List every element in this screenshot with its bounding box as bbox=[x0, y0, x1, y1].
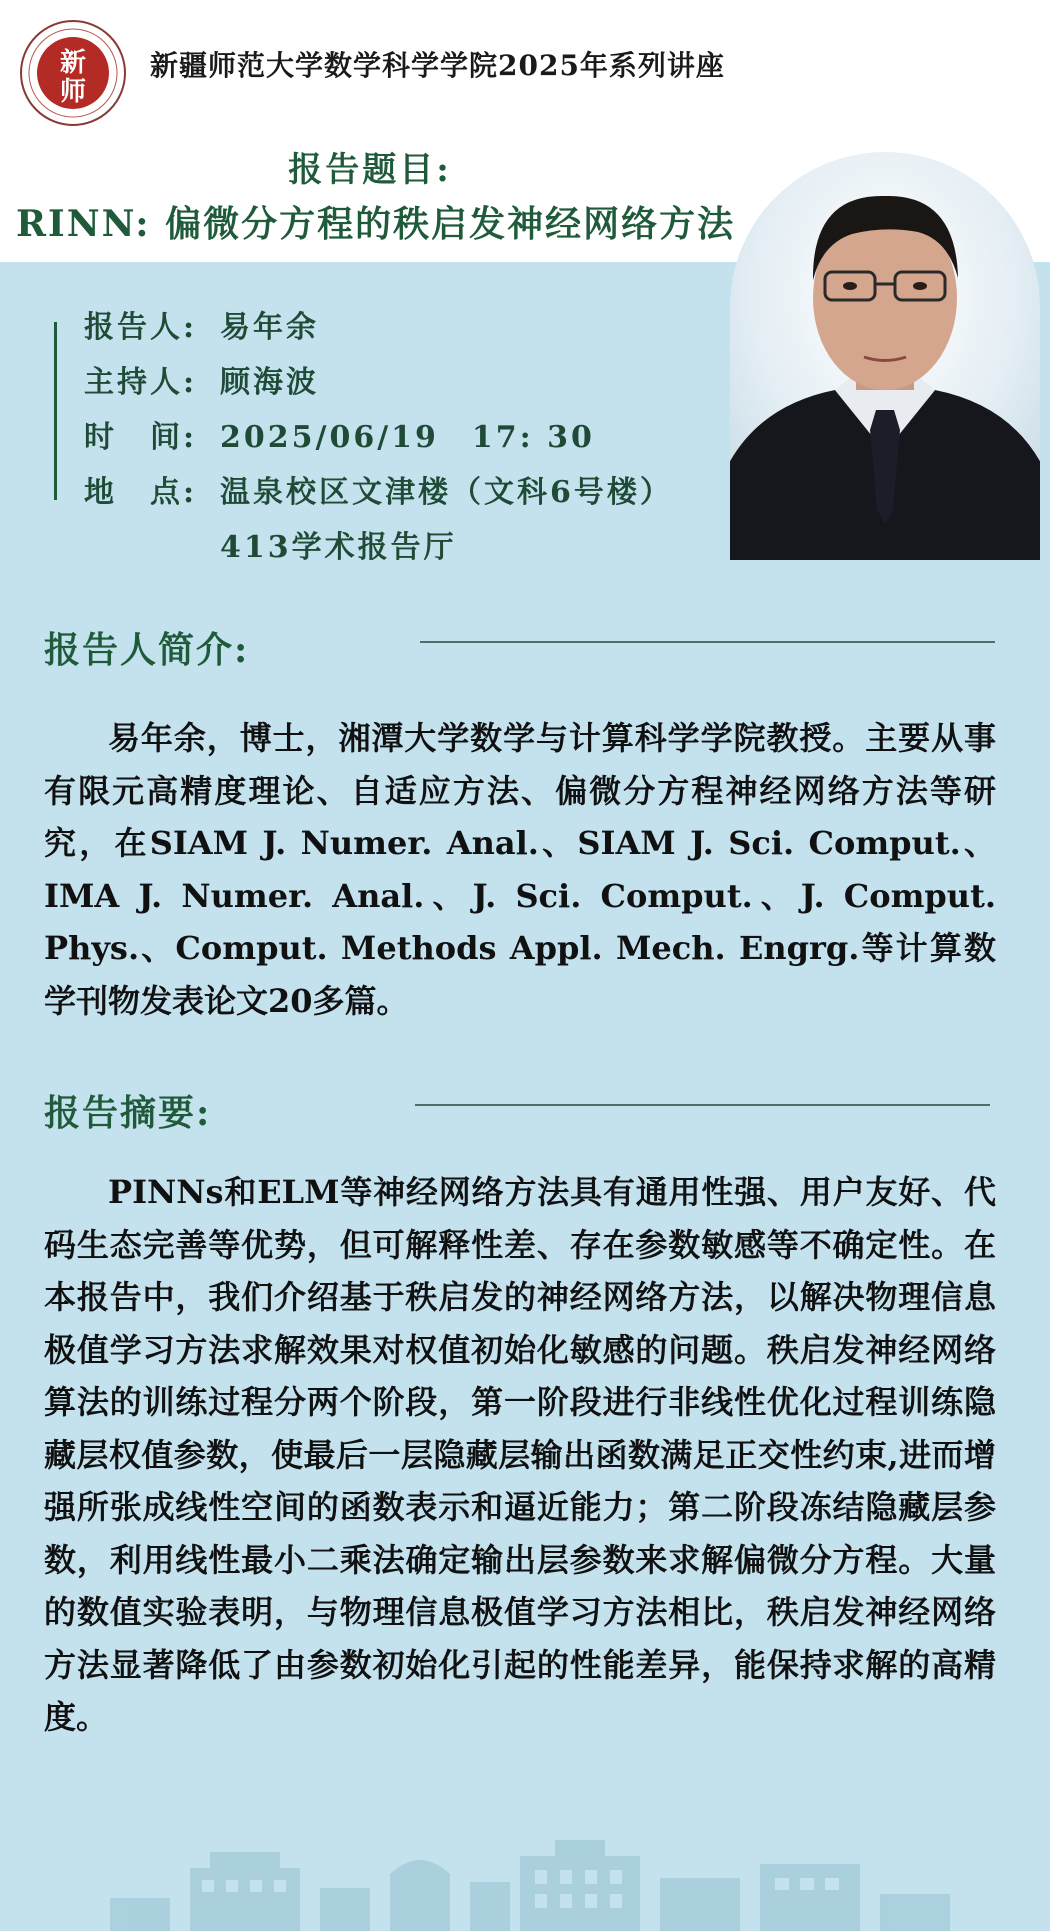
location-value: 温泉校区文津楼（文科6号楼） bbox=[220, 475, 673, 510]
time-value: 2025/06/19 17: 30 bbox=[220, 420, 595, 455]
speaker-row bbox=[84, 302, 319, 346]
host-row bbox=[84, 357, 319, 401]
bio-heading: 报告人简介: bbox=[44, 629, 250, 671]
bio-heading-rule bbox=[420, 641, 995, 643]
speaker-name: 易年余 bbox=[220, 310, 319, 345]
university-logo-icon bbox=[18, 18, 128, 128]
abstract-text: PINNs和ELM等神经网络方法具有通用性强、用户友好、代码生态完善等优势，但可解释性差、存在参数敏感等不确定性。在本报告中，我们介绍基于秩启发的神经网络方法，以解决物理信息极值学习方法求解效果对权值初始化敏感的问题。秩启发神经网络算法的训练过程分两个阶段，第一阶段进行非线性优化过程训练隐藏层权值参数，使最后一层隐藏层输出函数满足正交性约束,进而增强所张成线性空间的函数表示和逼近能力；第二阶段冻结隐藏层参数，利用线性最小二乘法确定输出层参数来求解偏微分方程。大量的数值实验表明，与物理信息极值学习方法相比，秩启发神经网络方法显著降低了由参数初始化引起的性能差异，能保持求解的高精度。 bbox=[44, 1173, 996, 1736]
location-row bbox=[84, 467, 673, 511]
abstract-heading-rule bbox=[415, 1104, 990, 1106]
bio-text: 易年余，博士，湘潭大学数学与计算科学学院教授。主要从事有限元高精度理论、自适应方法、偏微分方程神经网络方法等研究，在SIAM J. Numer. Anal.、SIAM J. Sci. Comput.、IMA J. Numer. Anal.、J. Sci. Comput.、J. Comput. Phys.、Comput. Methods Appl. Mech. Engrg.等计算数学刊物发表论文20多篇。 bbox=[44, 719, 996, 1020]
location-room: 413学术报告厅 bbox=[220, 530, 457, 565]
campus-buildings-watermark bbox=[90, 1838, 970, 1931]
host-name: 顾海波 bbox=[220, 365, 319, 400]
info-accent-bar bbox=[54, 322, 57, 500]
abstract-paragraph bbox=[44, 1166, 996, 1744]
abstract-heading: 报告摘要: bbox=[44, 1092, 212, 1134]
svg-text:师: 师 bbox=[59, 77, 87, 107]
speaker-photo bbox=[730, 152, 1040, 560]
topic-title: RINN: 偏微分方程的秩启发神经网络方法 bbox=[16, 203, 736, 245]
topic-label: 报告题目: bbox=[288, 150, 452, 190]
time-row bbox=[84, 412, 595, 456]
host-label: 主持人: bbox=[84, 365, 198, 400]
time-label: 时 间: bbox=[84, 420, 198, 455]
bio-paragraph bbox=[44, 712, 996, 1027]
series-title: 新疆师范大学数学科学学院2025年系列讲座 bbox=[150, 49, 725, 82]
svg-text:新: 新 bbox=[59, 48, 87, 78]
location-label: 地 点: bbox=[84, 475, 198, 510]
speaker-label: 报告人: bbox=[84, 310, 198, 345]
